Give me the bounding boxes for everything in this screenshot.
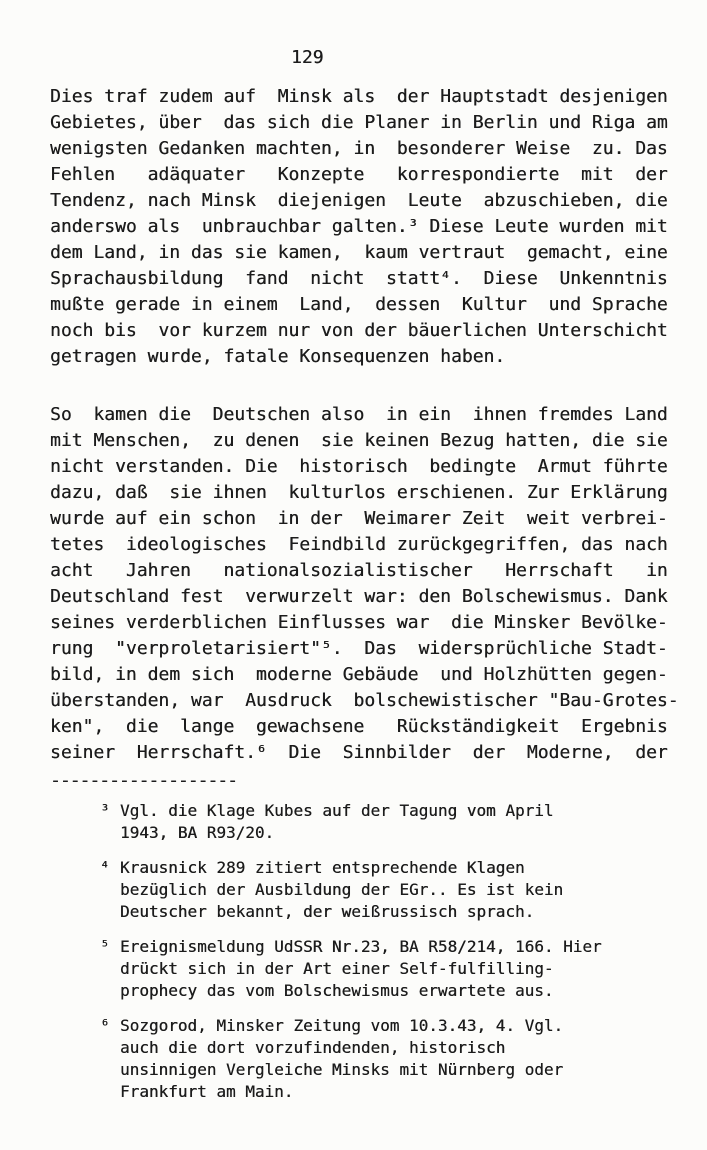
text-line: Vgl. die Klage Kubes auf der Tagung vom April: [120, 801, 554, 820]
text-line: seiner Herrschaft.⁶ Die Sinnbilder der Moderne, der: [50, 742, 668, 763]
footnote-marker: ⁵: [100, 937, 110, 956]
footnote-marker: ³: [100, 801, 110, 820]
text-line: unsinnigen Vergleiche Minsks mit Nürnberg oder: [120, 1060, 564, 1079]
text-line: dem Land, in das sie kamen, kaum vertraut gemacht, eine: [50, 242, 668, 263]
text-line: acht Jahren nationalsozialistischer Herrschaft in: [50, 560, 668, 581]
text-line: Deutscher bekannt, der weißrussisch sprach.: [120, 902, 535, 921]
footnote-text: [120, 857, 563, 923]
text-line: nicht verstanden. Die historisch bedingte Armut führte: [50, 456, 668, 477]
text-line: prophecy das vom Bolschewismus erwartete aus.: [120, 981, 554, 1000]
text-line: anderswo als unbrauchbar galten.³ Diese Leute wurden mit: [50, 216, 668, 237]
text-line: getragen wurde, fatale Konsequenzen haben.: [50, 346, 506, 367]
footnote-4: [100, 857, 680, 923]
footnote-text: [120, 800, 553, 844]
page-content: [50, 84, 680, 1116]
text-line: wurde auf ein schon in der Weimarer Zeit weit verbrei-: [50, 508, 668, 529]
footnote-text: [120, 1015, 563, 1103]
text-line: Gebietes, über das sich die Planer in Berlin und Riga am: [50, 112, 668, 133]
footnote-6: [100, 1015, 680, 1103]
text-line: überstanden, war Ausdruck bolschewistischer "Bau-Grotes-: [50, 690, 679, 711]
footnote-separator: -------------------: [50, 770, 237, 791]
footnote-marker: ⁴: [100, 858, 110, 877]
text-line: Dies traf zudem auf Minsk als der Hauptstadt desjenigen: [50, 86, 668, 107]
text-line: drückt sich in der Art einer Self-fulfilling-: [120, 959, 554, 978]
text-line: noch bis vor kurzem nur von der bäuerlichen Unterschicht: [50, 320, 668, 341]
text-line: seines verderblichen Einflusses war die Minsker Bevölke-: [50, 612, 668, 633]
page-number: 129: [291, 47, 324, 68]
text-line: Fehlen adäquater Konzepte korrespondierte mit der: [50, 164, 668, 185]
text-line: tetes ideologisches Feindbild zurückgegriffen, das nach: [50, 534, 668, 555]
text-line: bild, in dem sich moderne Gebäude und Holzhütten gegen-: [50, 664, 668, 685]
text-line: wenigsten Gedanken machten, in besonderer Weise zu. Das: [50, 138, 668, 159]
text-line: Sprachausbildung fand nicht statt⁴. Diese Unkenntnis: [50, 268, 668, 289]
footnote-5: [100, 936, 680, 1002]
text-line: mußte gerade in einem Land, dessen Kultur und Sprache: [50, 294, 668, 315]
text-line: 1943, BA R93/20.: [120, 823, 275, 842]
text-line: ken", die lange gewachsene Rückständigkeit Ergebnis: [50, 716, 668, 737]
text-line: bezüglich der Ausbildung der EGr.. Es ist kein: [120, 880, 564, 899]
text-line: Ereignismeldung UdSSR Nr.23, BA R58/214, 166. Hier: [120, 937, 602, 956]
text-line: dazu, daß sie ihnen kulturlos erschienen. Zur Erklärung: [50, 482, 668, 503]
footnote-text: [120, 936, 602, 1002]
text-line: So kamen die Deutschen also in ein ihnen fremdes Land: [50, 404, 668, 425]
text-line: auch die dort vorzufindenden, historisch: [120, 1038, 506, 1057]
paragraph-1: [50, 84, 680, 370]
footnote-marker: ⁶: [100, 1016, 110, 1035]
text-line: Deutschland fest verwurzelt war: den Bolschewismus. Dank: [50, 586, 668, 607]
text-line: Tendenz, nach Minsk diejenigen Leute abzuschieben, die: [50, 190, 668, 211]
text-line: rung "verproletarisiert"⁵. Das widersprüchliche Stadt-: [50, 638, 668, 659]
text-line: Frankfurt am Main.: [120, 1082, 294, 1101]
text-line: mit Menschen, zu denen sie keinen Bezug hatten, die sie: [50, 430, 668, 451]
text-line: Sozgorod, Minsker Zeitung vom 10.3.43, 4. Vgl.: [120, 1016, 564, 1035]
footnotes: [50, 800, 680, 1103]
text-line: Krausnick 289 zitiert entsprechende Klagen: [120, 858, 525, 877]
footnote-3: [100, 800, 680, 844]
paragraph-2: [50, 402, 680, 766]
